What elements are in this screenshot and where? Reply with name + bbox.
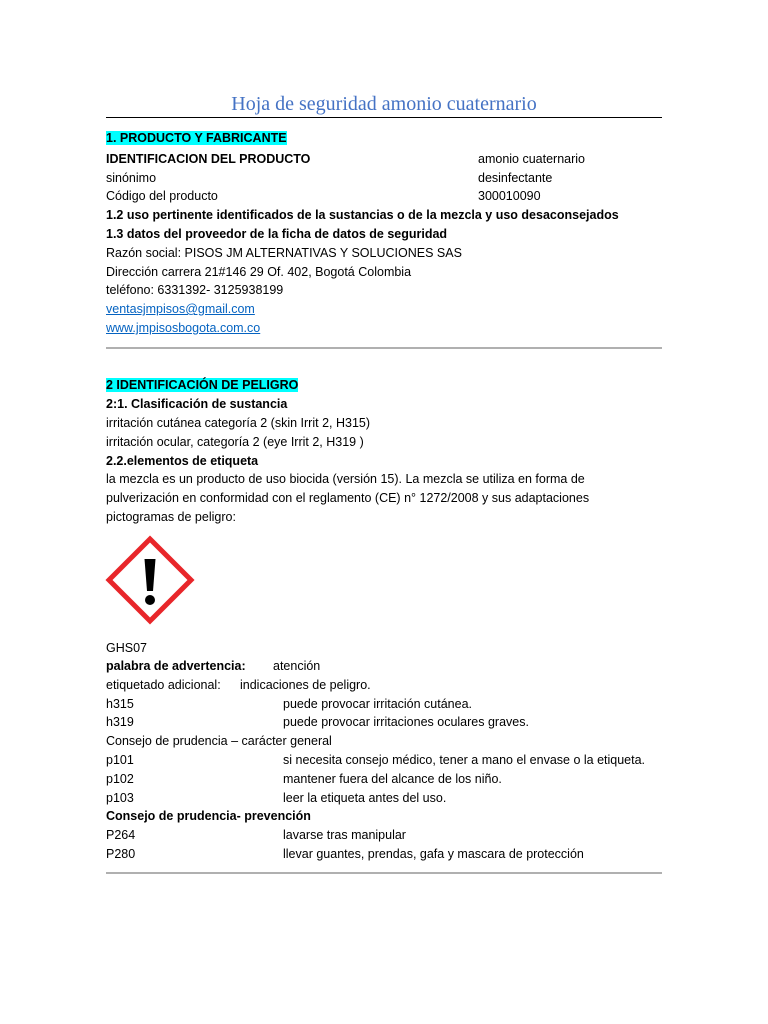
section1-heading: 1. PRODUCTO Y FABRICANTE bbox=[106, 131, 287, 145]
synonym-row bbox=[106, 170, 662, 186]
hazard-code: h315 bbox=[106, 697, 134, 711]
product-id-row bbox=[106, 151, 662, 167]
hazard-code: h319 bbox=[106, 715, 134, 729]
title-underline bbox=[106, 117, 662, 118]
hazard-statement-row bbox=[106, 696, 662, 712]
hazard-statement-row bbox=[106, 714, 662, 730]
precaution-row bbox=[106, 752, 662, 768]
classification-skin: irritación cutánea categoría 2 (skin Irrit 2, H315) bbox=[106, 416, 371, 430]
precaution-row bbox=[106, 771, 662, 787]
product-code-row bbox=[106, 188, 662, 204]
email-link[interactable]: ventasjmpisos@gmail.com bbox=[106, 302, 255, 316]
prevention-code: P280 bbox=[106, 847, 136, 861]
paragraph-line-1: la mezcla es un producto de uso biocida (versión 15). La mezcla se utiliza en forma de bbox=[106, 472, 585, 486]
ghs-code: GHS07 bbox=[106, 641, 147, 655]
general-advice-heading: Consejo de prudencia – carácter general bbox=[106, 734, 332, 748]
precaution-code: p103 bbox=[106, 791, 134, 805]
precaution-text: leer la etiqueta antes del uso. bbox=[283, 791, 447, 805]
section-2-2-heading: 2.2.elementos de etiqueta bbox=[106, 454, 259, 468]
razon-social: Razón social: PISOS JM ALTERNATIVAS Y SOLUCIONES SAS bbox=[106, 246, 462, 260]
paragraph-line-2: pulverización en conformidad con el reglamento (CE) n° 1272/2008 y sus adaptaciones bbox=[106, 491, 590, 505]
precaution-code: p101 bbox=[106, 753, 134, 767]
additional-label-label: etiquetado adicional: bbox=[106, 678, 221, 692]
product-id-value: amonio cuaternario bbox=[478, 152, 586, 166]
signal-word-label: palabra de advertencia: bbox=[106, 659, 246, 673]
synonym-label: sinónimo bbox=[106, 171, 157, 185]
section-divider bbox=[106, 872, 662, 874]
section-1-2-heading: 1.2 uso pertinente identificados de la sustancias o de la mezcla y uso desaconsejados bbox=[106, 208, 619, 222]
document-title: Hoja de seguridad amonio cuaternario bbox=[231, 93, 537, 115]
precaution-text: si necesita consejo médico, tener a mano el envase o la etiqueta. bbox=[283, 753, 646, 767]
direccion: Dirección carrera 21#146 29 Of. 402, Bogotá Colombia bbox=[106, 265, 412, 279]
hazard-text: puede provocar irritaciones oculares graves. bbox=[283, 715, 529, 729]
classification-eye: irritación ocular, categoría 2 (eye Irrit 2, H319 ) bbox=[106, 435, 364, 449]
exclamation-hazard-icon bbox=[105, 535, 195, 625]
section-1-3-heading: 1.3 datos del proveedor de la ficha de datos de seguridad bbox=[106, 227, 448, 241]
precaution-code: p102 bbox=[106, 772, 134, 786]
precaution-text: mantener fuera del alcance de los niño. bbox=[283, 772, 502, 786]
additional-label-value: indicaciones de peligro. bbox=[240, 678, 371, 692]
prevention-code: P264 bbox=[106, 828, 136, 842]
additional-label-row bbox=[106, 677, 662, 693]
product-id-label: IDENTIFICACION DEL PRODUCTO bbox=[106, 152, 311, 166]
section-2-1-heading: 2:1. Clasificación de sustancia bbox=[106, 397, 288, 411]
prevention-text: llevar guantes, prendas, gafa y mascara de protección bbox=[283, 847, 584, 861]
product-code-label: Código del producto bbox=[106, 189, 218, 203]
prevention-row bbox=[106, 827, 662, 843]
section-divider bbox=[106, 347, 662, 349]
section2-heading: 2 IDENTIFICACIÓN DE PELIGRO bbox=[106, 378, 299, 392]
hazard-text: puede provocar irritación cutánea. bbox=[283, 697, 473, 711]
prevention-text: lavarse tras manipular bbox=[283, 828, 406, 842]
telefono: teléfono: 6331392- 3125938199 bbox=[106, 283, 284, 297]
synonym-value: desinfectante bbox=[478, 171, 553, 185]
website-link[interactable]: www.jmpisosbogota.com.co bbox=[106, 321, 261, 335]
pictograms-label: pictogramas de peligro: bbox=[106, 510, 236, 524]
prevention-row bbox=[106, 846, 662, 862]
signal-word-row bbox=[106, 658, 662, 674]
product-code-value: 300010090 bbox=[478, 189, 541, 203]
precaution-row bbox=[106, 790, 662, 806]
signal-word-value: atención bbox=[273, 659, 321, 673]
prevention-advice-heading: Consejo de prudencia- prevención bbox=[106, 809, 311, 823]
